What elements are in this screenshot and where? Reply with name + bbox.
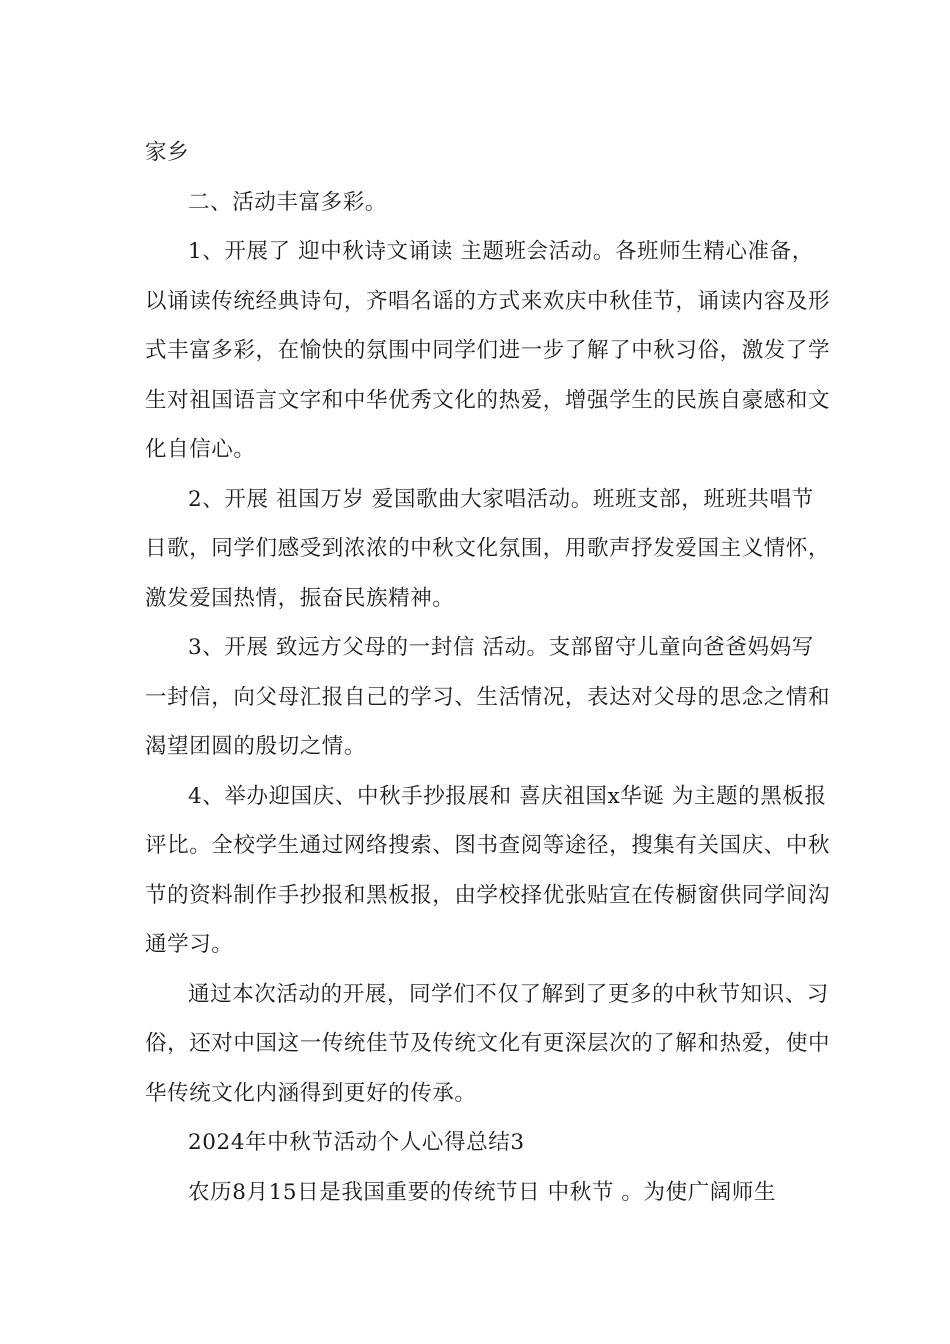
section-heading-activities: 二、活动丰富多彩。	[188, 189, 387, 215]
paragraph-summary: 通过本次活动的开展，同学们不仅了解到了更多的中秋节知识、习俗，还对中国这一传统佳节及传统文化有更深层次的了解和热爱，使中华传统文化内涵得到更好的传承。	[145, 981, 831, 1106]
document-body	[145, 128, 835, 1217]
paragraph-item-2-patriotic-songs: 2、开展 祖国万岁 爱国歌曲大家唱活动。班班支部，班班共唱节日歌，同学们感受到浓浓的中秋文化氛围，用歌声抒发爱国主义情怀，激发爱国热情，振奋民族精神。	[145, 486, 831, 611]
paragraph-hometown-fragment: 家乡	[145, 140, 190, 165]
paragraph-item-4-blackboard-contest: 4、举办迎国庆、中秋手抄报展和 喜庆祖国x华诞 为主题的黑板报评比。全校学生通过网络搜索、图书查阅等途径，搜集有关国庆、中秋节的资料制作手抄报和黑板报，由学校择优张贴宣在传橱窗供同学间沟通学习。	[145, 783, 831, 957]
paragraph-mid-autumn-intro: 农历8月15日是我国重要的传统节日 中秋节 。为使广阔师生	[188, 1179, 777, 1205]
section-title-summary-3: 2024年中秋节活动个人心得总结3	[188, 1130, 525, 1155]
paragraph-item-3-letter-to-parents: 3、开展 致远方父母的一封信 活动。支部留守儿童向爸爸妈妈写一封信，向父母汇报自己的学习、生活情况，表达对父母的思念之情和渴望团圆的殷切之情。	[145, 635, 831, 759]
paragraph-item-1-poetry-reading: 1、开展了 迎中秋诗文诵读 主题班会活动。各班师生精心准备，以诵读传统经典诗句，齐唱名谣的方式来欢庆中秋佳节，诵读内容及形式丰富多彩，在愉快的氛围中同学们进一步了解了中秋习俗，激发了学生对祖国语言文字和中华优秀文化的热爱，增强学生的民族自豪感和文化自信心。	[145, 239, 831, 462]
